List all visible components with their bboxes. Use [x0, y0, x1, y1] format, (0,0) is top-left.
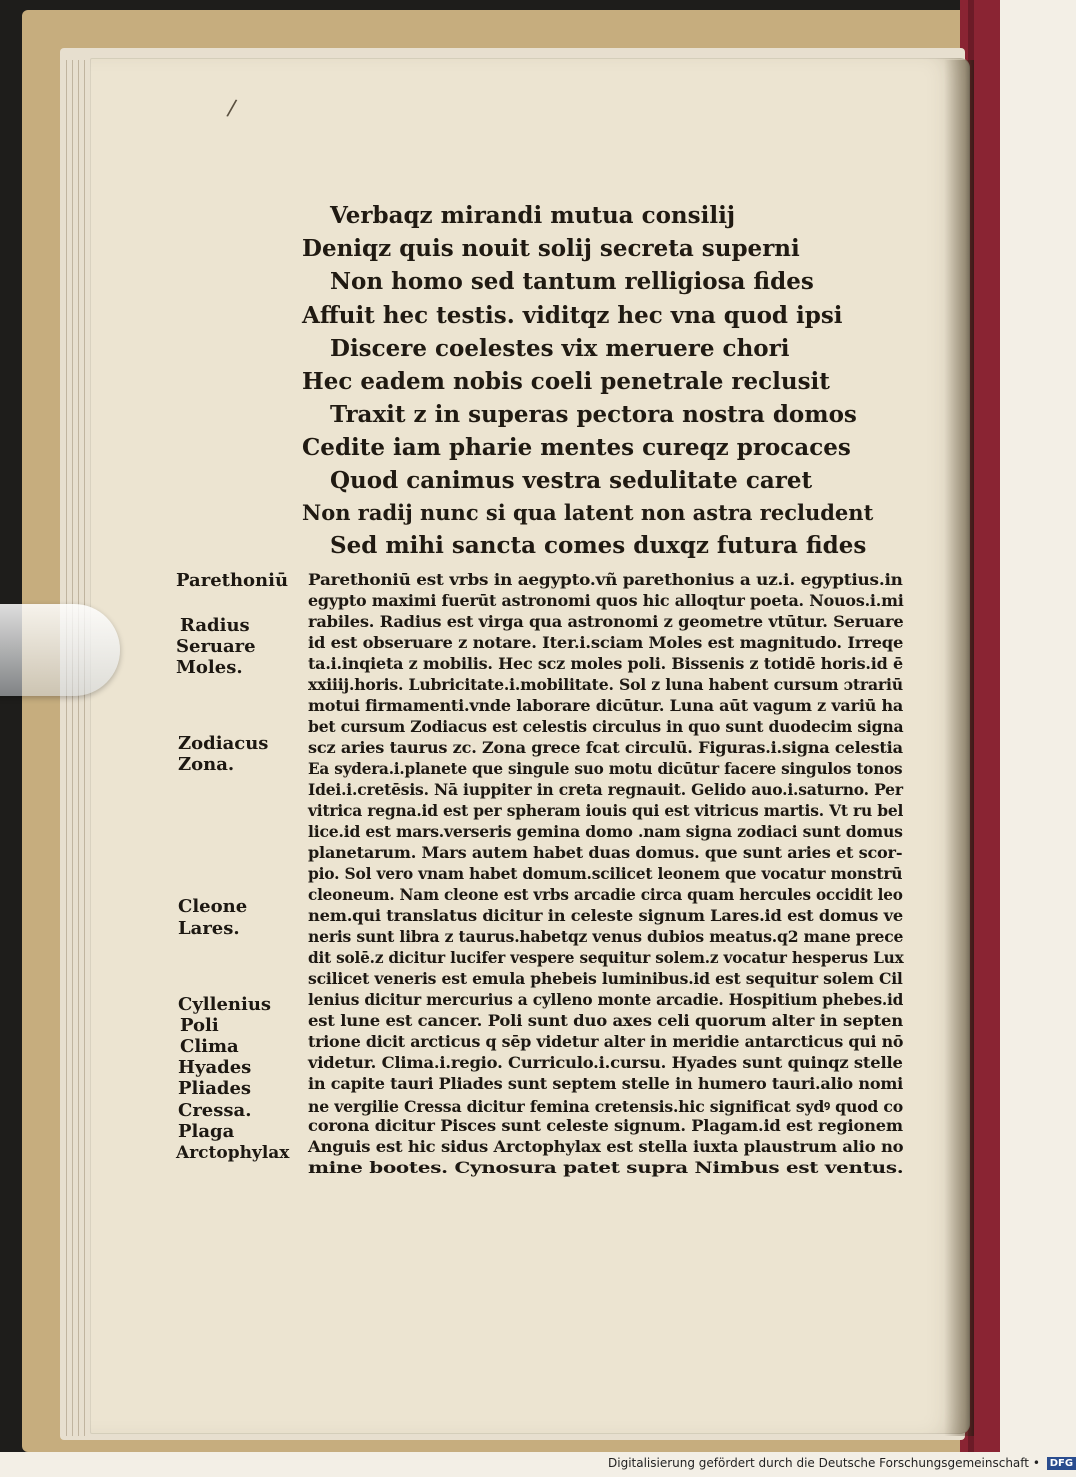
margin-note: Cleone — [178, 896, 248, 917]
gloss-line: Anguis est hic sidus Arctophylax est stella iuxta plaustrum alio no — [308, 1137, 904, 1156]
verse-line: Sed mihi sancta comes duxqz futura fides — [330, 532, 867, 559]
gloss-line: xxiiij.horis. Lubricitate.i.mobilitate. Sol z luna habent cursum ɔtrariū — [308, 675, 903, 694]
dfg-logo: DFG — [1047, 1457, 1076, 1470]
gloss-line: ne vergilie Cressa dicitur femina cretensis.hic significat sydꝰ quod co — [308, 1097, 904, 1116]
page-edge-line — [78, 60, 79, 1436]
page-edge-line — [72, 60, 73, 1436]
margin-note: Radius — [180, 615, 250, 636]
gloss-line: egypto maximi fuerūt astronomi quos hic alloqtur poeta. Nouos.i.mi — [308, 591, 904, 610]
page-edge-line — [66, 60, 67, 1436]
verse-line: Hec eadem nobis coeli penetrale reclusit — [302, 368, 830, 395]
verse-line: Affuit hec testis. viditqz hec vna quod ipsi — [302, 302, 843, 329]
page-gutter-shadow — [944, 60, 974, 1436]
page-edge-line — [84, 60, 85, 1436]
margin-note: Seruare — [176, 636, 256, 657]
gloss-line: rabiles. Radius est virga qua astronomi z geometre vtūtur. Seruare — [308, 612, 904, 631]
verse-line: Traxit z in superas pectora nostra domos — [330, 401, 857, 428]
gloss-line: planetarum. Mars autem habet duas domus. que sunt aries et scor- — [308, 843, 903, 862]
margin-note: Zona. — [178, 754, 235, 775]
margin-note: Plaga — [178, 1121, 235, 1142]
margin-note: Zodiacus — [178, 733, 269, 754]
verse-line: Non radij nunc si qua latent non astra recludent — [302, 500, 874, 525]
gloss-line: pio. Sol vero vnam habet domum.scilicet leonem que vocatur monstrū — [308, 864, 903, 883]
verse-line: Verbaqz mirandi mutua consilij — [330, 202, 736, 229]
gloss-line: ta.i.inqieta z mobilis. Hec scz moles poli. Bissenis z totidē horis.id ē — [308, 654, 903, 673]
gloss-line: lenius dicitur mercurius a cylleno monte arcadie. Hospitium phebes.id — [308, 990, 904, 1009]
verse-line: Quod canimus vestra sedulitate caret — [330, 467, 813, 494]
gloss-line: videtur. Clima.i.regio. Curriculo.i.cursu. Hyades sunt quinqz stelle — [308, 1053, 903, 1072]
pen-mark: / — [225, 95, 238, 122]
gloss-line: neris sunt libra z taurus.habetqz venus dubios meatus.q2 mane prece — [308, 927, 904, 946]
gloss-line: corona dicitur Pisces sunt celeste signum. Plagam.id est regionem — [308, 1116, 903, 1135]
verse-line: Non homo sed tantum relligiosa fides — [330, 268, 814, 295]
gloss-line: cleoneum. Nam cleone est vrbs arcadie circa quam hercules occidit leo — [308, 885, 903, 904]
credit-separator: • — [1032, 1456, 1040, 1470]
gloss-line: motui firmamenti.vnde laborare dicūtur. Luna aūt vagum z variū ha — [308, 696, 904, 715]
margin-note: Pliades — [178, 1078, 252, 1099]
margin-note: Poli — [180, 1015, 219, 1036]
gloss-line: Idei.i.cretēsis. Nā iuppiter in creta regnauit. Gelido auo.i.saturno. Per — [308, 780, 903, 799]
margin-note: Parethoniū — [176, 570, 289, 591]
gloss-line: bet cursum Zodiacus est celestis circulus in quo sunt duodecim signa — [308, 717, 904, 736]
margin-note: Cyllenius — [178, 994, 272, 1015]
gloss-line: Parethoniū est vrbs in aegypto.vñ parethonius a uz.i. egyptius.in — [308, 570, 903, 589]
verse-line: Deniqz quis nouit solij secreta superni — [302, 235, 800, 262]
gloss-line: id est obseruare z notare. Iter.i.sciam Moles est magnitudo. Irreqe — [308, 633, 904, 652]
gloss-line: trione dicit arcticus q sēp videtur alter in meridie antarcticus qui nō — [308, 1032, 904, 1051]
margin-note: Cressa. — [178, 1100, 252, 1121]
verse-line: Cedite iam pharie mentes cureqz procaces — [302, 434, 851, 461]
credit-text: Digitalisierung gefördert durch die Deutsche Forschungsgemeinschaft — [608, 1456, 1030, 1470]
gloss-line: mine bootes. Cynosura patet supra Nimbus est ventus. — [308, 1158, 904, 1177]
gloss-line: scz aries taurus zc. Zona grece fcat circulū. Figuras.i.signa celestia — [308, 738, 903, 757]
margin-note: Moles. — [176, 657, 243, 678]
digitization-credit — [608, 1456, 1076, 1474]
gloss-line: est lune est cancer. Poli sunt duo axes celi quorum alter in septen — [308, 1011, 903, 1030]
transparent-page-clip — [0, 604, 120, 696]
verse-line: Discere coelestes vix meruere chori — [330, 335, 790, 362]
gloss-line: vitrica regna.id est per spheram iouis qui est vitricus martis. Vt ru bel — [308, 801, 904, 820]
margin-note: Lares. — [178, 918, 240, 939]
gloss-line: scilicet veneris est emula phebeis luminibus.id est sequitur solem Cil — [308, 969, 903, 988]
gloss-line: in capite tauri Pliades sunt septem stelle in humero tauri.alio nomi — [308, 1074, 904, 1093]
margin-note: Hyades — [178, 1057, 252, 1078]
gloss-line: dit solē.z dicitur lucifer vespere sequitur solem.z vocatur hesperus Lux — [308, 948, 904, 967]
gloss-line: nem.qui translatus dicitur in celeste signum Lares.id est domus ve — [308, 906, 904, 925]
margin-note: Clima — [180, 1036, 239, 1057]
gloss-line: Ea sydera.i.planete que singule suo motu dicūtur facere singulos tonos — [308, 759, 903, 778]
margin-note: Arctophylax — [176, 1143, 290, 1163]
gloss-line: lice.id est mars.verseris gemina domo .nam signa zodiaci sunt domus — [308, 822, 903, 841]
